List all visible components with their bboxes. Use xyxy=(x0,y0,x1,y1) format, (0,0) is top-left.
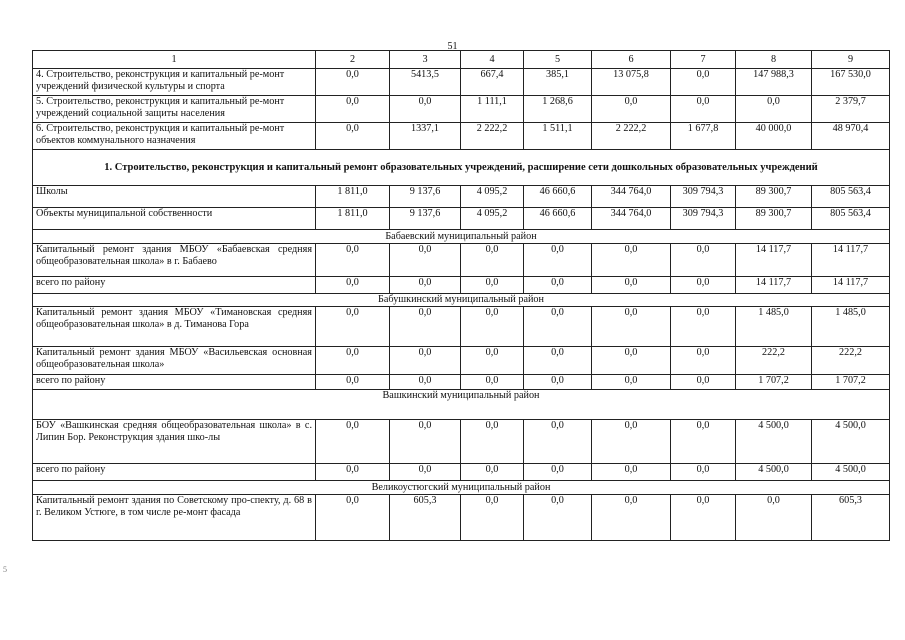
value-cell: 14 117,7 xyxy=(736,244,812,277)
value-cell: 9 137,6 xyxy=(390,186,461,208)
value-cell: 14 117,7 xyxy=(812,277,890,294)
district-row xyxy=(33,390,890,420)
value-cell: 605,3 xyxy=(812,495,890,541)
value-cell: 0,0 xyxy=(671,420,736,464)
value-cell: 14 117,7 xyxy=(812,244,890,277)
header-cell: 8 xyxy=(736,51,812,69)
value-cell: 2 379,7 xyxy=(812,96,890,123)
value-cell: 222,2 xyxy=(812,347,890,375)
value-cell: 46 660,6 xyxy=(524,208,592,230)
value-cell: 0,0 xyxy=(736,495,812,541)
row-description: всего по району xyxy=(33,375,316,390)
header-row xyxy=(33,51,890,69)
header-cell: 5 xyxy=(524,51,592,69)
row-description: 4. Строительство, реконструкция и капитальный ре-монт учреждений физической культуры и спорта xyxy=(33,69,316,96)
value-cell: 1 707,2 xyxy=(736,375,812,390)
header-cell: 4 xyxy=(461,51,524,69)
table-row xyxy=(33,244,890,277)
district-row xyxy=(33,294,890,307)
value-cell: 0,0 xyxy=(390,307,461,347)
value-cell: 0,0 xyxy=(461,420,524,464)
value-cell: 1 707,2 xyxy=(812,375,890,390)
value-cell: 0,0 xyxy=(316,347,390,375)
district-name: Вашкинский муниципальный район xyxy=(33,390,890,420)
value-cell: 0,0 xyxy=(390,244,461,277)
value-cell: 0,0 xyxy=(592,96,671,123)
value-cell: 4 095,2 xyxy=(461,186,524,208)
value-cell: 0,0 xyxy=(461,244,524,277)
value-cell: 0,0 xyxy=(316,375,390,390)
value-cell: 0,0 xyxy=(736,96,812,123)
header-cell: 7 xyxy=(671,51,736,69)
value-cell: 0,0 xyxy=(592,495,671,541)
value-cell: 89 300,7 xyxy=(736,208,812,230)
value-cell: 40 000,0 xyxy=(736,123,812,150)
value-cell: 4 500,0 xyxy=(812,464,890,481)
value-cell: 0,0 xyxy=(524,307,592,347)
value-cell: 0,0 xyxy=(316,123,390,150)
table-row xyxy=(33,69,890,96)
value-cell: 48 970,4 xyxy=(812,123,890,150)
value-cell: 13 075,8 xyxy=(592,69,671,96)
value-cell: 385,1 xyxy=(524,69,592,96)
value-cell: 0,0 xyxy=(524,347,592,375)
value-cell: 0,0 xyxy=(592,347,671,375)
district-row xyxy=(33,481,890,495)
value-cell: 5413,5 xyxy=(390,69,461,96)
value-cell: 0,0 xyxy=(461,375,524,390)
value-cell: 167 530,0 xyxy=(812,69,890,96)
value-cell: 344 764,0 xyxy=(592,208,671,230)
value-cell: 0,0 xyxy=(592,375,671,390)
value-cell: 0,0 xyxy=(592,277,671,294)
row-description: всего по району xyxy=(33,464,316,481)
row-description: 5. Строительство, реконструкция и капитальный ре-монт учреждений социальной защиты населения xyxy=(33,96,316,123)
value-cell: 0,0 xyxy=(592,464,671,481)
header-cell: 6 xyxy=(592,51,671,69)
margin-mark: 5 xyxy=(3,565,7,574)
budget-table xyxy=(32,50,890,541)
section-row xyxy=(33,150,890,186)
value-cell: 4 500,0 xyxy=(736,420,812,464)
value-cell: 0,0 xyxy=(390,375,461,390)
table-row xyxy=(33,347,890,375)
section-title: 1. Строительство, реконструкция и капитальный ремонт образовательных учреждений, расширение сети дошкольных образовательных учреждений xyxy=(33,150,890,186)
value-cell: 1337,1 xyxy=(390,123,461,150)
district-name: Великоустюгский муниципальный район xyxy=(33,481,890,495)
table-row xyxy=(33,123,890,150)
value-cell: 805 563,4 xyxy=(812,186,890,208)
row-description: Капитальный ремонт здания МБОУ «Тимановская средняя общеобразовательная школа» в д. Тиманова Гора xyxy=(33,307,316,347)
table-row xyxy=(33,420,890,464)
value-cell: 1 677,8 xyxy=(671,123,736,150)
value-cell: 0,0 xyxy=(671,495,736,541)
value-cell: 4 095,2 xyxy=(461,208,524,230)
value-cell: 0,0 xyxy=(524,495,592,541)
header-cell: 2 xyxy=(316,51,390,69)
value-cell: 0,0 xyxy=(390,347,461,375)
page-number: 51 xyxy=(447,41,458,52)
value-cell: 0,0 xyxy=(592,244,671,277)
value-cell: 0,0 xyxy=(524,244,592,277)
row-description: БОУ «Вашкинская средняя общеобразовательная школа» в с. Липин Бор. Реконструкция здания шко-лы xyxy=(33,420,316,464)
value-cell: 0,0 xyxy=(671,307,736,347)
value-cell: 1 485,0 xyxy=(736,307,812,347)
value-cell: 605,3 xyxy=(390,495,461,541)
district-total-row xyxy=(33,464,890,481)
table-row xyxy=(33,208,890,230)
value-cell: 9 137,6 xyxy=(390,208,461,230)
table-row xyxy=(33,96,890,123)
value-cell: 667,4 xyxy=(461,69,524,96)
table-row xyxy=(33,307,890,347)
value-cell: 4 500,0 xyxy=(812,420,890,464)
value-cell: 0,0 xyxy=(390,96,461,123)
value-cell: 0,0 xyxy=(671,347,736,375)
value-cell: 344 764,0 xyxy=(592,186,671,208)
value-cell: 46 660,6 xyxy=(524,186,592,208)
value-cell: 0,0 xyxy=(592,307,671,347)
value-cell: 14 117,7 xyxy=(736,277,812,294)
value-cell: 0,0 xyxy=(671,244,736,277)
value-cell: 147 988,3 xyxy=(736,69,812,96)
value-cell: 0,0 xyxy=(316,96,390,123)
value-cell: 0,0 xyxy=(316,307,390,347)
value-cell: 0,0 xyxy=(671,96,736,123)
value-cell: 0,0 xyxy=(524,464,592,481)
value-cell: 2 222,2 xyxy=(461,123,524,150)
value-cell: 1 268,6 xyxy=(524,96,592,123)
value-cell: 0,0 xyxy=(316,464,390,481)
table-row xyxy=(33,495,890,541)
district-total-row xyxy=(33,277,890,294)
value-cell: 0,0 xyxy=(461,495,524,541)
district-row xyxy=(33,230,890,244)
value-cell: 0,0 xyxy=(390,420,461,464)
value-cell: 309 794,3 xyxy=(671,186,736,208)
value-cell: 805 563,4 xyxy=(812,208,890,230)
value-cell: 0,0 xyxy=(671,375,736,390)
value-cell: 0,0 xyxy=(592,420,671,464)
district-total-row xyxy=(33,375,890,390)
header-cell: 9 xyxy=(812,51,890,69)
value-cell: 1 511,1 xyxy=(524,123,592,150)
table-row xyxy=(33,186,890,208)
row-description: Капитальный ремонт здания МБОУ «Васильевская основная общеобразовательная школа» xyxy=(33,347,316,375)
value-cell: 0,0 xyxy=(461,347,524,375)
district-name: Бабушкинский муниципальный район xyxy=(33,294,890,307)
value-cell: 0,0 xyxy=(316,69,390,96)
value-cell: 2 222,2 xyxy=(592,123,671,150)
row-description: Школы xyxy=(33,186,316,208)
value-cell: 0,0 xyxy=(390,464,461,481)
row-description: Капитальный ремонт здания по Советскому про-спекту, д. 68 в г. Великом Устюге, в том числе ре-монт фасада xyxy=(33,495,316,541)
value-cell: 0,0 xyxy=(461,277,524,294)
value-cell: 0,0 xyxy=(316,420,390,464)
value-cell: 0,0 xyxy=(671,69,736,96)
value-cell: 222,2 xyxy=(736,347,812,375)
value-cell: 0,0 xyxy=(524,277,592,294)
value-cell: 0,0 xyxy=(671,464,736,481)
row-description: Капитальный ремонт здания МБОУ «Бабаевская средняя общеобразовательная школа» в г. Бабаево xyxy=(33,244,316,277)
header-cell: 1 xyxy=(33,51,316,69)
district-name: Бабаевский муниципальный район xyxy=(33,230,890,244)
value-cell: 0,0 xyxy=(671,277,736,294)
value-cell: 0,0 xyxy=(524,420,592,464)
row-description: Объекты муниципальной собственности xyxy=(33,208,316,230)
value-cell: 1 811,0 xyxy=(316,208,390,230)
value-cell: 0,0 xyxy=(390,277,461,294)
value-cell: 0,0 xyxy=(461,464,524,481)
value-cell: 0,0 xyxy=(316,277,390,294)
value-cell: 0,0 xyxy=(461,307,524,347)
value-cell: 309 794,3 xyxy=(671,208,736,230)
value-cell: 0,0 xyxy=(316,495,390,541)
value-cell: 1 485,0 xyxy=(812,307,890,347)
value-cell: 1 811,0 xyxy=(316,186,390,208)
value-cell: 0,0 xyxy=(316,244,390,277)
value-cell: 1 111,1 xyxy=(461,96,524,123)
row-description: всего по району xyxy=(33,277,316,294)
header-cell: 3 xyxy=(390,51,461,69)
value-cell: 0,0 xyxy=(524,375,592,390)
row-description: 6. Строительство, реконструкция и капитальный ре-монт объектов коммунального назначения xyxy=(33,123,316,150)
value-cell: 4 500,0 xyxy=(736,464,812,481)
value-cell: 89 300,7 xyxy=(736,186,812,208)
